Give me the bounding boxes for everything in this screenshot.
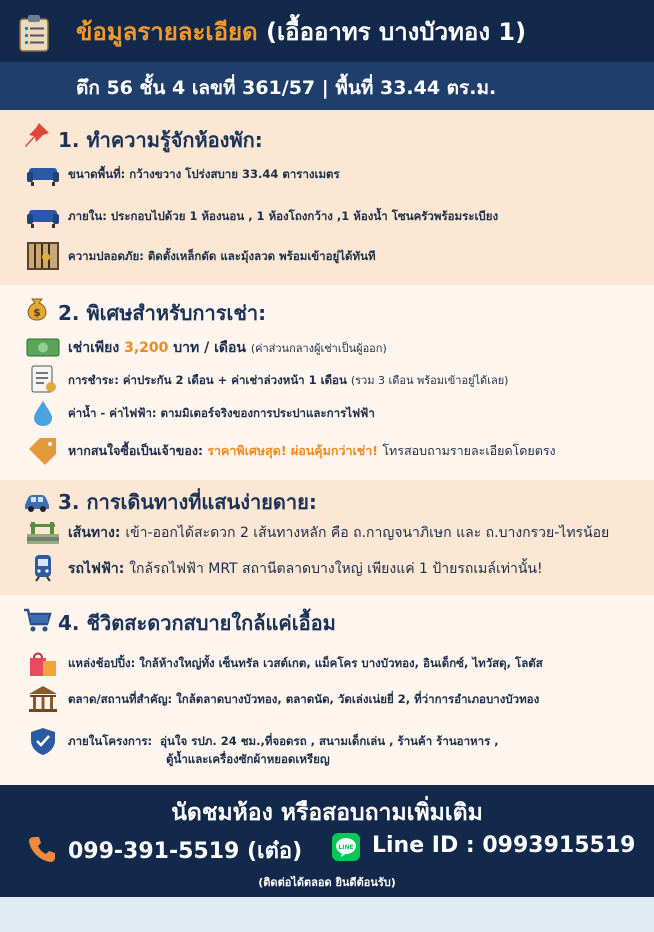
- rent-price-row: [26, 333, 646, 363]
- pushpin-icon: [22, 120, 52, 150]
- list-item-text: [68, 166, 340, 184]
- rent-note: (ค่าส่วนกลางผู้เช่าเป็นผู้ออก): [250, 342, 387, 355]
- list-item-text: [68, 691, 539, 709]
- payment-note: (รวม 3 เดือน พร้อมเข้าอยู่ได้เลย): [350, 374, 509, 387]
- list-item-label: รถไฟฟ้า:: [68, 561, 125, 577]
- list-item-text: [68, 248, 376, 266]
- list-item-value: ใกล้ตลาดบางบัวทอง, ตลาดนัด, วัดเล่งเน่ยยี่ 2, ที่ว่าการอำเภอบางบัวทอง: [176, 692, 540, 706]
- list-item-value: เข้า-ออกได้สะดวก 2 เส้นทางหลัก คือ ถ.กาญจนาภิเษก และ ถ.บางกรวย-ไทรน้อย: [125, 525, 610, 541]
- line-id[interactable]: Line ID : 0993915519: [372, 833, 636, 858]
- clipboard-icon: [18, 14, 50, 52]
- list-item-label: แหล่งช้อปปิ้ง:: [68, 656, 136, 670]
- car-icon: [22, 486, 52, 516]
- payment-value: ค่าประกัน 2 เดือน + ค่าเช่าล่วงหน้า 1 เดือน: [122, 373, 347, 387]
- shopping-cart-icon: [22, 605, 52, 635]
- bottom-band: [0, 897, 654, 932]
- list-item-label: ภายในโครงการ:: [68, 734, 153, 748]
- section-transport: [0, 480, 654, 595]
- phone-icon: [28, 835, 56, 863]
- rent-price: 3,200: [124, 340, 169, 356]
- title-sub: (เอื้ออาทร บางบัวทอง 1): [266, 18, 527, 46]
- svg-text:$: $: [33, 306, 41, 319]
- list-item: [26, 160, 646, 190]
- svg-text:LINE: LINE: [338, 844, 354, 851]
- cash-icon: [26, 333, 60, 361]
- water-drop-icon: [26, 399, 60, 427]
- header: [0, 0, 654, 62]
- list-item-value: ใกล้ห้างใหญ่ทั้ง เซ็นทรัล เวสต์เกต, แม็คโคร บางบัวทอง, อินเด็กซ์, ไทวัสดุ, โลตัส: [139, 656, 543, 670]
- list-item-text: [68, 733, 499, 751]
- address-bar: [0, 62, 654, 110]
- sofa-icon: [26, 160, 60, 188]
- list-item-value: ใกล้รถไฟฟ้า MRT สถานีตลาดบางใหญ่ เพียงแค่ 1 ป้ายรถเมล์เท่านั้น!: [129, 561, 543, 577]
- shopping-bag-icon: [26, 649, 60, 677]
- window-grill-icon: [26, 242, 60, 270]
- list-item: [26, 242, 646, 272]
- payment-label: การชำระ:: [68, 373, 119, 387]
- list-item-value-continued: ตู้น้ำและเครื่องซักผ้าหยอดเหรียญ: [166, 752, 330, 766]
- list-item-value: ติดตั้งเหล็กดัด และมุ้งลวด พร้อมเข้าอยู่ได้ทันที: [147, 249, 376, 263]
- payment-row: [26, 365, 646, 395]
- buy-label: หากสนใจซื้อเป็นเจ้าของ:: [68, 443, 203, 458]
- section-title: 1. ทำความรู้จักห้องพัก:: [58, 128, 263, 152]
- money-bag-icon: [22, 293, 52, 323]
- section-title: 2. พิเศษสำหรับการเช่า:: [58, 301, 267, 325]
- train-icon: [26, 554, 60, 582]
- building-icon: [26, 685, 60, 713]
- list-item-value: กว้างขวาง โปร่งสบาย 33.44 ตารางเมตร: [129, 167, 340, 181]
- rent-price-text: [68, 337, 387, 359]
- section-rental-special: [0, 285, 654, 480]
- section-title: 4. ชีวิตสะดวกสบายใกล้แค่เอื้อม: [58, 611, 336, 635]
- list-item: [26, 685, 646, 715]
- phone-number[interactable]: 099-391-5519 (เต๋อ): [68, 839, 303, 864]
- list-item-label: เส้นทาง:: [68, 525, 121, 541]
- list-item-label: ตลาด/สถานที่สำคัญ:: [68, 692, 173, 706]
- sofa-icon: [26, 202, 60, 230]
- section-room-info: [0, 110, 654, 285]
- cta-heading: นัดชมห้อง หรือสอบถามเพิ่มเติม: [171, 800, 483, 826]
- road-icon: [26, 518, 60, 546]
- list-item-label: ความปลอดภัย:: [68, 249, 144, 263]
- price-tag-icon: [26, 437, 60, 465]
- line-app-icon: [332, 833, 360, 861]
- buy-text: [68, 441, 556, 461]
- shield-icon: [26, 727, 60, 755]
- list-item: [26, 518, 646, 548]
- list-item-text: [68, 655, 543, 673]
- list-item-text: [68, 208, 498, 226]
- list-item-label: ขนาดพื้นที่:: [68, 167, 126, 181]
- list-item-text: [68, 558, 543, 580]
- section-lifestyle: [0, 595, 654, 785]
- section-title: 3. การเดินทางที่แสนง่ายดาย:: [58, 490, 317, 514]
- contact-footer: [0, 785, 654, 897]
- utility-row: [26, 399, 646, 429]
- address-text: ตึก 56 ชั้น 4 เลขที่ 361/57 | พื้นที่ 33.44 ตร.ม.: [76, 77, 497, 99]
- list-item-value: ประกอบไปด้วย 1 ห้องนอน , 1 ห้องโถงกว้าง ,1 ห้องน้ำ โซนครัวพร้อมระเบียง: [110, 209, 499, 223]
- rent-suffix: บาท / เดือน: [173, 340, 246, 356]
- title-main: ข้อมูลรายละเอียด: [76, 18, 258, 46]
- list-item-value: อุ่นใจ รปภ. 24 ชม.,ที่จอดรถ , สนามเด็กเล่น , ร้านค้า ร้านอาหาร ,: [160, 734, 499, 748]
- list-item: [26, 202, 646, 232]
- contact-note: (ติดต่อได้ตลอด ยินดีต้อนรับ): [258, 876, 396, 889]
- list-item: [26, 727, 646, 775]
- payment-text: [68, 371, 508, 390]
- buy-highlight: ราคาพิเศษสุด! ผ่อนคุ้มกว่าเช่า!: [207, 443, 378, 458]
- list-item: [26, 554, 646, 584]
- utility-text: ค่าน้ำ - ค่าไฟฟ้า: ตามมิเตอร์จริงของการประปาและการไฟฟ้า: [68, 406, 375, 420]
- list-item: [26, 649, 646, 679]
- page-title: [76, 12, 526, 51]
- list-item-text: [68, 522, 609, 544]
- buy-row: [26, 437, 646, 467]
- list-item-label: ภายใน:: [68, 209, 107, 223]
- document-icon: [26, 365, 60, 393]
- rent-prefix: เช่าเพียง: [68, 340, 120, 356]
- buy-note: โทรสอบถามรายละเอียดโดยตรง: [382, 443, 556, 458]
